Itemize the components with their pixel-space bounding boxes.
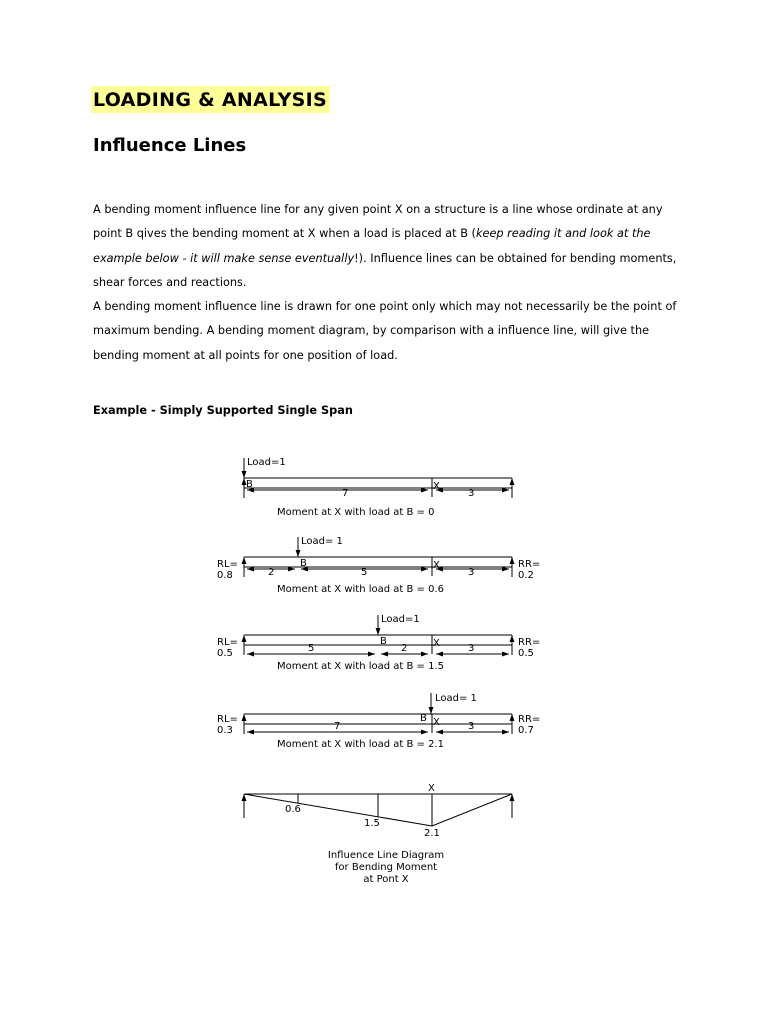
diagram-3-caption: Moment at X with load at B = 1.5 xyxy=(277,661,445,672)
diagram-4-segment-2: 3 xyxy=(468,721,475,732)
diagram-3-point-b: B xyxy=(380,636,387,647)
diagram-2-point-b: B xyxy=(300,558,307,569)
diagram-1-point-x: X xyxy=(433,481,440,492)
diagram-1-segment-1: 7 xyxy=(342,488,349,499)
diagram-2-segment-1: 2 xyxy=(268,567,275,578)
diagram-2-rl-label: RL= xyxy=(217,559,238,570)
diagram-3-segment-2: 2 xyxy=(401,643,408,654)
paragraph-2: A bending moment influence line is drawn for one point only which may not necessarily be the point of maximum bending. A bending moment diagram, by comparison with a influence line, will give the bending moment at all points for one position of load. xyxy=(93,300,677,362)
diagram-2-caption: Moment at X with load at B = 0.6 xyxy=(277,584,445,595)
diagram-3-rl-value: 0.5 xyxy=(217,648,233,659)
section-title: Influence Lines xyxy=(93,135,247,156)
diagram-3-segment-3: 3 xyxy=(468,643,475,654)
diagram-2-rl-value: 0.8 xyxy=(217,570,233,581)
diagram-4-rl-value: 0.3 xyxy=(217,725,233,736)
diagram-2-segment-2: 5 xyxy=(361,567,368,578)
paragraph-1-italic: keep reading it and look at the example below - it will make sense eventually xyxy=(93,227,651,265)
diagram-4-rr-label: RR= xyxy=(518,714,541,725)
paragraph-1-part-1: A bending moment influence line for any given point X on a structure is a line whose ordinate at any point B qives the bending moment at X when a load is placed at B ( xyxy=(93,203,663,241)
influence-ordinate-3: 2.1 xyxy=(424,828,440,839)
diagram-2-load-label: Load= 1 xyxy=(301,536,343,547)
diagram-1-load-label: Load=1 xyxy=(247,457,286,468)
diagram-3-load-label: Load=1 xyxy=(381,614,420,625)
influence-caption-line-2: for Bending Moment xyxy=(334,862,438,873)
paragraph-1-part-2: !). Influence lines can be obtained for bending moments, shear forces and reactions. xyxy=(93,251,677,289)
page-title: LOADING & ANALYSIS xyxy=(91,86,330,113)
figure-labels xyxy=(217,457,540,885)
influence-point-x: X xyxy=(428,783,435,794)
diagram-3-segment-1: 5 xyxy=(308,643,315,654)
influence-caption-line-3: at Pont X xyxy=(363,874,409,885)
diagram-3-rr-label: RR= xyxy=(518,637,541,648)
diagram-2-point-x: X xyxy=(433,560,440,571)
diagram-4-point-b: B xyxy=(420,713,427,724)
diagram-3-rr-value: 0.5 xyxy=(518,648,534,659)
diagram-2-rr-value: 0.2 xyxy=(518,570,534,581)
example-title: Example - Simply Supported Single Span xyxy=(93,404,353,417)
diagram-4-caption: Moment at X with load at B = 2.1 xyxy=(277,739,445,750)
diagram-3-point-x: X xyxy=(433,638,440,649)
diagram-4-segment-1: 7 xyxy=(334,721,341,732)
diagram-2-segment-3: 3 xyxy=(468,567,475,578)
diagram-1-segment-2: 3 xyxy=(468,488,475,499)
influence-ordinate-2: 1.5 xyxy=(364,818,380,829)
diagram-3-rl-label: RL= xyxy=(217,637,238,648)
influence-ordinate-1: 0.6 xyxy=(285,804,301,815)
influence-caption-line-1: Influence Line Diagram xyxy=(327,850,445,861)
diagram-4-load-label: Load= 1 xyxy=(435,693,477,704)
diagram-4-rr-value: 0.7 xyxy=(518,725,534,736)
diagram-4-point-x: X xyxy=(433,717,440,728)
diagram-1-point-b: B xyxy=(246,479,253,490)
diagram-2-rr-label: RR= xyxy=(518,559,541,570)
diagram-1-caption: Moment at X with load at B = 0 xyxy=(277,507,435,518)
diagram-4-rl-label: RL= xyxy=(217,714,238,725)
